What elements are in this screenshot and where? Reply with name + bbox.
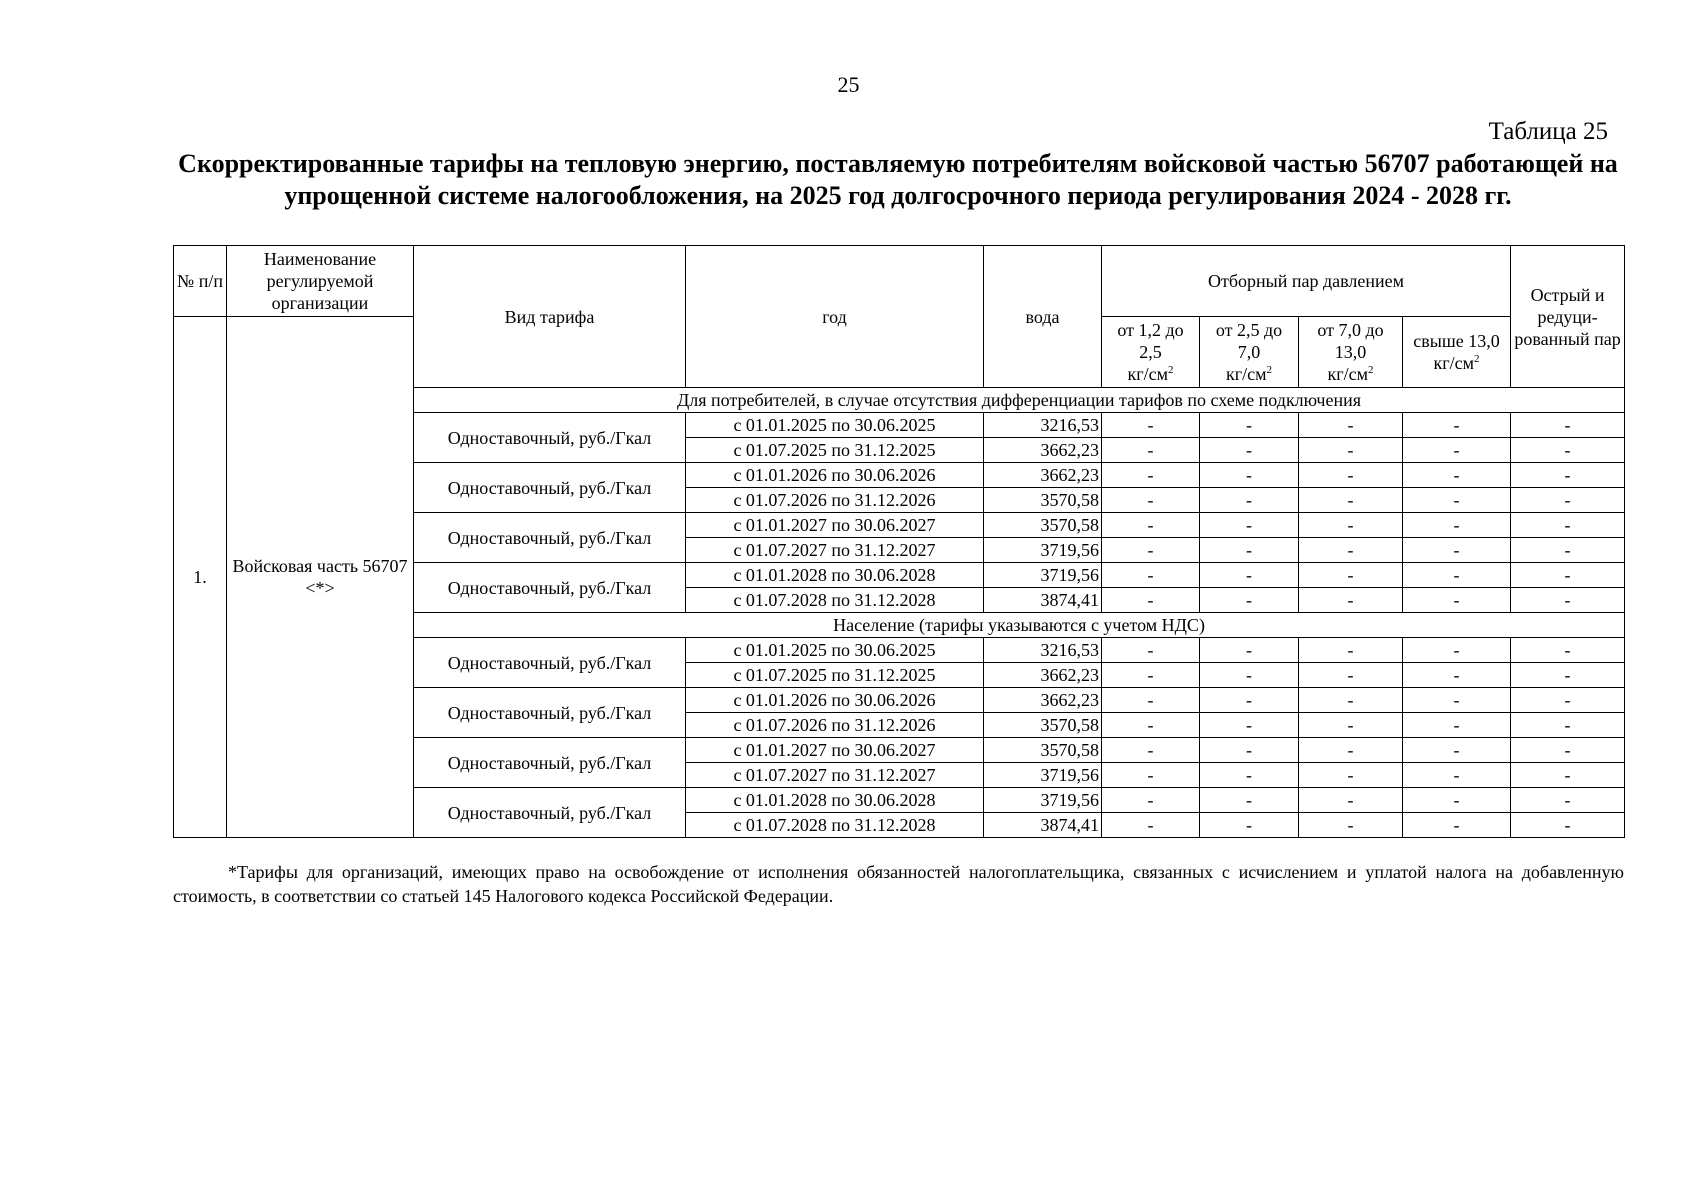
steam-value-cell: - [1403, 738, 1511, 763]
period-cell: с 01.07.2028 по 31.12.2028 [686, 588, 984, 613]
water-value-cell: 3719,56 [984, 538, 1102, 563]
steam-value-cell: - [1299, 663, 1403, 688]
steam-value-cell: - [1200, 513, 1299, 538]
steam-value-cell: - [1102, 488, 1200, 513]
steam-value-cell: - [1200, 713, 1299, 738]
sharp-steam-value-cell: - [1511, 763, 1625, 788]
period-cell: с 01.07.2026 по 31.12.2026 [686, 488, 984, 513]
header-steam-2-range: от 2,5 до 7,0 [1215, 320, 1283, 362]
steam-value-cell: - [1403, 538, 1511, 563]
steam-value-cell: - [1403, 513, 1511, 538]
water-value-cell: 3570,58 [984, 513, 1102, 538]
sharp-steam-value-cell: - [1511, 588, 1625, 613]
steam-value-cell: - [1102, 463, 1200, 488]
water-value-cell: 3719,56 [984, 763, 1102, 788]
tariff-type-cell: Одноставочный, руб./Гкал [414, 563, 686, 613]
water-value-cell: 3216,53 [984, 413, 1102, 438]
steam-value-cell: - [1102, 413, 1200, 438]
period-cell: с 01.01.2026 по 30.06.2026 [686, 463, 984, 488]
header-steam-1-unit-sup: 2 [1168, 364, 1174, 376]
tariff-type-cell: Одноставочный, руб./Гкал [414, 638, 686, 688]
sharp-steam-value-cell: - [1511, 788, 1625, 813]
steam-value-cell: - [1403, 588, 1511, 613]
tariff-table [173, 245, 1625, 838]
tariff-table-body [174, 246, 1625, 838]
sharp-steam-value-cell: - [1511, 463, 1625, 488]
sharp-steam-value-cell: - [1511, 663, 1625, 688]
steam-value-cell: - [1299, 738, 1403, 763]
period-cell: с 01.01.2028 по 30.06.2028 [686, 788, 984, 813]
sharp-steam-value-cell: - [1511, 488, 1625, 513]
steam-value-cell: - [1102, 713, 1200, 738]
header-number: № п/п [174, 246, 227, 317]
steam-value-cell: - [1102, 788, 1200, 813]
header-tariff-type: Вид тарифа [414, 246, 686, 388]
steam-value-cell: - [1403, 413, 1511, 438]
period-cell: с 01.07.2028 по 31.12.2028 [686, 813, 984, 838]
water-value-cell: 3662,23 [984, 688, 1102, 713]
water-value-cell: 3874,41 [984, 588, 1102, 613]
water-value-cell: 3570,58 [984, 738, 1102, 763]
sharp-steam-value-cell: - [1511, 438, 1625, 463]
header-steam-group: Отборный пар давлением [1102, 246, 1511, 317]
steam-value-cell: - [1403, 663, 1511, 688]
steam-value-cell: - [1200, 538, 1299, 563]
steam-value-cell: - [1200, 488, 1299, 513]
steam-value-cell: - [1200, 438, 1299, 463]
steam-value-cell: - [1102, 813, 1200, 838]
period-cell: с 01.07.2027 по 31.12.2027 [686, 763, 984, 788]
section-title: Для потребителей, в случае отсутствия дифференциации тарифов по схеме подключения [414, 388, 1625, 413]
header-water: вода [984, 246, 1102, 388]
steam-value-cell: - [1299, 513, 1403, 538]
water-value-cell: 3570,58 [984, 488, 1102, 513]
steam-value-cell: - [1102, 563, 1200, 588]
water-value-cell: 3719,56 [984, 788, 1102, 813]
period-cell: с 01.01.2025 по 30.06.2025 [686, 413, 984, 438]
tariff-type-cell: Одноставочный, руб./Гкал [414, 463, 686, 513]
document-title: Скорректированные тарифы на тепловую энергию, поставляемую потребителям войсковой частью 56707 работающей на упрощенной системе налогообложения, на 2025 год долгосрочного периода регулирования 2024 - 2028 гг. [178, 149, 1618, 210]
steam-value-cell: - [1200, 663, 1299, 688]
steam-value-cell: - [1102, 513, 1200, 538]
water-value-cell: 3662,23 [984, 463, 1102, 488]
steam-value-cell: - [1403, 688, 1511, 713]
steam-value-cell: - [1299, 763, 1403, 788]
steam-value-cell: - [1403, 638, 1511, 663]
steam-value-cell: - [1102, 638, 1200, 663]
tariff-type-cell: Одноставочный, руб./Гкал [414, 413, 686, 463]
period-cell: с 01.01.2028 по 30.06.2028 [686, 563, 984, 588]
steam-value-cell: - [1102, 738, 1200, 763]
steam-value-cell: - [1200, 413, 1299, 438]
steam-value-cell: - [1102, 763, 1200, 788]
table-label: Таблица 25 [1488, 118, 1608, 145]
header-steam-1 [1102, 317, 1200, 388]
sharp-steam-value-cell: - [1511, 513, 1625, 538]
tariff-type-cell: Одноставочный, руб./Гкал [414, 788, 686, 838]
sharp-steam-value-cell: - [1511, 563, 1625, 588]
footnote: *Тарифы для организаций, имеющих право на освобождение от исполнения обязанностей налогоплательщика, связанных с исчислением и уплатой налога на добавленную стоимость, в соответствии со статьей 145 Налогового кодекса Российской Федерации. [173, 862, 1624, 906]
steam-value-cell: - [1200, 763, 1299, 788]
header-steam-3-unit-sup: 2 [1368, 364, 1374, 376]
steam-value-cell: - [1299, 588, 1403, 613]
sharp-steam-value-cell: - [1511, 713, 1625, 738]
header-steam-4-range: свыше 13,0 [1413, 331, 1500, 351]
tariff-type-cell: Одноставочный, руб./Гкал [414, 688, 686, 738]
steam-value-cell: - [1299, 813, 1403, 838]
steam-value-cell: - [1403, 763, 1511, 788]
header-organization: Наименование регулируемой организации [227, 246, 414, 317]
header-steam-2-unit: кг/см [1225, 364, 1267, 384]
steam-value-cell: - [1200, 638, 1299, 663]
water-value-cell: 3719,56 [984, 563, 1102, 588]
steam-value-cell: - [1200, 588, 1299, 613]
steam-value-cell: - [1102, 538, 1200, 563]
header-steam-3-unit: кг/см [1327, 364, 1368, 384]
steam-value-cell: - [1102, 438, 1200, 463]
water-value-cell: 3216,53 [984, 638, 1102, 663]
header-steam-3-range: от 7,0 до 13,0 [1317, 320, 1384, 362]
steam-value-cell: - [1200, 738, 1299, 763]
steam-value-cell: - [1200, 688, 1299, 713]
period-cell: с 01.07.2026 по 31.12.2026 [686, 713, 984, 738]
steam-value-cell: - [1299, 538, 1403, 563]
period-cell: с 01.07.2027 по 31.12.2027 [686, 538, 984, 563]
steam-value-cell: - [1403, 713, 1511, 738]
steam-value-cell: - [1200, 463, 1299, 488]
steam-value-cell: - [1200, 788, 1299, 813]
period-cell: с 01.01.2027 по 30.06.2027 [686, 513, 984, 538]
sharp-steam-value-cell: - [1511, 688, 1625, 713]
tariff-type-cell: Одноставочный, руб./Гкал [414, 738, 686, 788]
steam-value-cell: - [1299, 713, 1403, 738]
header-steam-4 [1403, 317, 1511, 388]
header-steam-2-unit-sup: 2 [1266, 364, 1272, 376]
water-value-cell: 3570,58 [984, 713, 1102, 738]
steam-value-cell: - [1403, 788, 1511, 813]
period-cell: с 01.07.2025 по 31.12.2025 [686, 663, 984, 688]
water-value-cell: 3662,23 [984, 663, 1102, 688]
header-steam-2 [1200, 317, 1299, 388]
steam-value-cell: - [1403, 563, 1511, 588]
organization-name: Войсковая часть 56707 <*> [227, 317, 414, 838]
sharp-steam-value-cell: - [1511, 738, 1625, 763]
steam-value-cell: - [1299, 463, 1403, 488]
header-year: год [686, 246, 984, 388]
period-cell: с 01.01.2026 по 30.06.2026 [686, 688, 984, 713]
steam-value-cell: - [1299, 638, 1403, 663]
steam-value-cell: - [1403, 438, 1511, 463]
water-value-cell: 3874,41 [984, 813, 1102, 838]
period-cell: с 01.07.2025 по 31.12.2025 [686, 438, 984, 463]
header-steam-4-unit-sup: 2 [1474, 353, 1480, 365]
steam-value-cell: - [1299, 563, 1403, 588]
tariff-type-cell: Одноставочный, руб./Гкал [414, 513, 686, 563]
header-row-top [174, 246, 1625, 317]
header-steam-1-range: от 1,2 до 2,5 [1117, 320, 1184, 362]
steam-value-cell: - [1403, 813, 1511, 838]
steam-value-cell: - [1200, 813, 1299, 838]
sharp-steam-value-cell: - [1511, 413, 1625, 438]
sharp-steam-value-cell: - [1511, 638, 1625, 663]
sharp-steam-value-cell: - [1511, 538, 1625, 563]
header-steam-1-unit: кг/см [1127, 364, 1168, 384]
steam-value-cell: - [1200, 563, 1299, 588]
steam-value-cell: - [1102, 663, 1200, 688]
header-sharp-steam: Острый и редуци-рованный пар [1511, 246, 1625, 388]
steam-value-cell: - [1102, 588, 1200, 613]
steam-value-cell: - [1299, 438, 1403, 463]
steam-value-cell: - [1102, 688, 1200, 713]
section-title: Население (тарифы указываются с учетом НДС) [414, 613, 1625, 638]
page-number: 25 [837, 72, 860, 97]
header-steam-4-unit: кг/см [1433, 353, 1475, 373]
header-steam-3 [1299, 317, 1403, 388]
steam-value-cell: - [1299, 413, 1403, 438]
water-value-cell: 3662,23 [984, 438, 1102, 463]
steam-value-cell: - [1299, 788, 1403, 813]
period-cell: с 01.01.2027 по 30.06.2027 [686, 738, 984, 763]
organization-number: 1. [174, 317, 227, 838]
steam-value-cell: - [1299, 488, 1403, 513]
steam-value-cell: - [1299, 688, 1403, 713]
steam-value-cell: - [1403, 488, 1511, 513]
steam-value-cell: - [1403, 463, 1511, 488]
period-cell: с 01.01.2025 по 30.06.2025 [686, 638, 984, 663]
sharp-steam-value-cell: - [1511, 813, 1625, 838]
